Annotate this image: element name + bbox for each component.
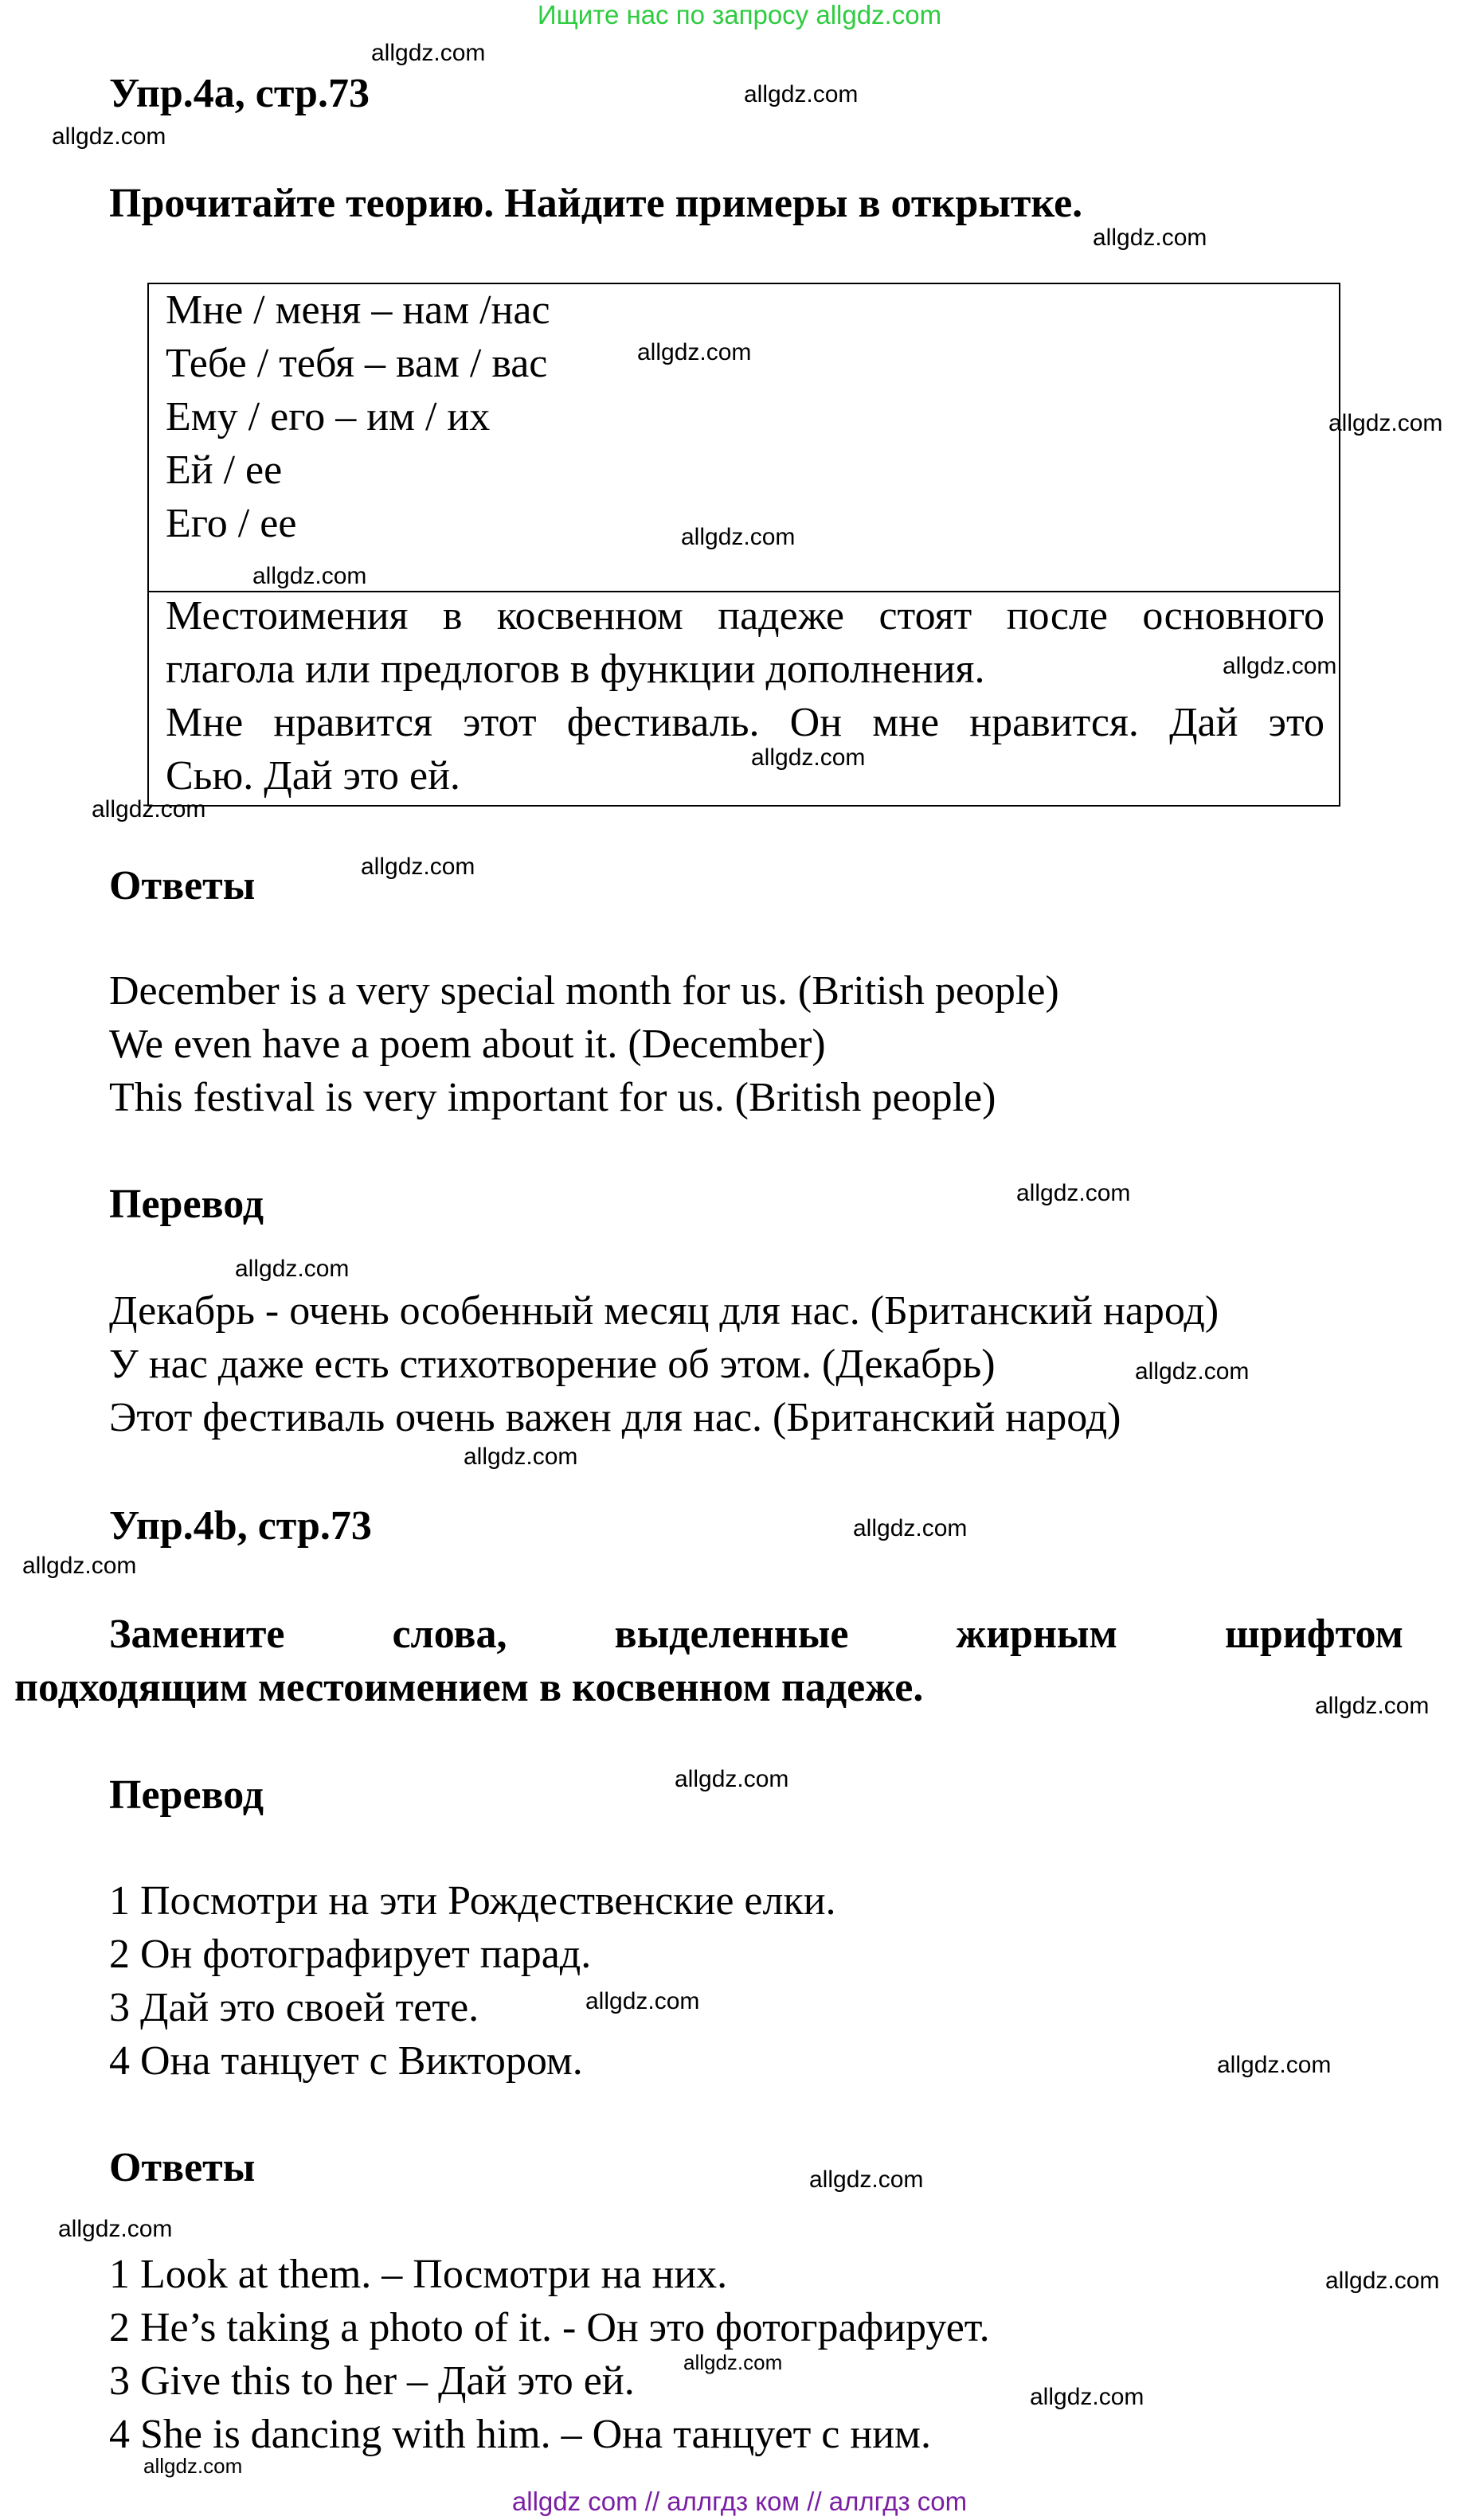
- watermark: allgdz.com: [744, 81, 859, 107]
- watermark: allgdz.com: [1328, 410, 1443, 436]
- watermark: allgdz.com: [1016, 1180, 1131, 1206]
- ex4b-translation-heading: Перевод: [109, 1772, 264, 1818]
- answer-line: 1 Look at them. – Посмотри на них.: [109, 2252, 728, 2297]
- watermark: allgdz.com: [681, 524, 796, 550]
- pronoun-line: Ему / его – им / их: [166, 394, 491, 440]
- watermark: allgdz.com: [252, 563, 367, 589]
- translation-line: 3 Дай это своей тете.: [109, 1985, 479, 2030]
- top-banner[interactable]: Ищите нас по запросу allgdz.com: [537, 0, 942, 29]
- pronoun-line: Тебе / тебя – вам / вас: [166, 341, 548, 386]
- watermark: allgdz.com: [1030, 2384, 1144, 2410]
- translation-line: Этот фестиваль очень важен для нас. (Британский народ): [109, 1395, 1121, 1440]
- task-word: слова,: [392, 1612, 507, 1657]
- watermark: allgdz.com: [371, 40, 486, 66]
- task-word: жирным: [956, 1612, 1117, 1657]
- ex4b-task-line1: [109, 1611, 1403, 1658]
- watermark: allgdz.com: [637, 339, 752, 365]
- pronoun-line: Ей / ее: [166, 447, 283, 493]
- watermark: allgdz.com: [683, 2350, 783, 2374]
- rule-line: Сью. Дай это ей.: [166, 753, 460, 799]
- task-word: Замените: [109, 1612, 285, 1657]
- watermark: allgdz.com: [751, 744, 866, 771]
- translation-line: Декабрь - очень особенный месяц для нас. (Британский народ): [109, 1288, 1219, 1334]
- pronoun-line: Мне / меня – нам /нас: [166, 287, 550, 333]
- ex4a-title: Упр.4a, стр.73: [109, 71, 370, 116]
- answer-line: We even have a poem about it. (December): [109, 1022, 826, 1067]
- watermark: allgdz.com: [22, 1553, 137, 1579]
- watermark: allgdz.com: [585, 1988, 700, 2014]
- ex4b-title: Упр.4b, стр.73: [109, 1503, 372, 1549]
- answer-line: 2 He’s taking a photo of it. - Он это фотографирует.: [109, 2305, 990, 2350]
- watermark: allgdz.com: [58, 2216, 173, 2242]
- watermark: allgdz.com: [675, 1766, 789, 1792]
- ex4a-translation-heading: Перевод: [109, 1182, 264, 1227]
- watermark: allgdz.com: [853, 1515, 968, 1541]
- answer-line: 3 Give this to her – Дай это ей.: [109, 2358, 635, 2404]
- answer-line: December is a very special month for us. (British people): [109, 968, 1059, 1014]
- watermark: allgdz.com: [143, 2454, 243, 2478]
- answer-line: 4 She is dancing with him. – Она танцует с ним.: [109, 2412, 931, 2457]
- ex4a-answers-heading: Ответы: [109, 863, 256, 908]
- watermark: allgdz.com: [92, 796, 206, 822]
- translation-line: У нас даже есть стихотворение об этом. (Декабрь): [109, 1342, 996, 1387]
- rule-line: Местоимения в косвенном падеже стоят после основного: [166, 593, 1324, 639]
- translation-line: 2 Он фотографирует парад.: [109, 1932, 592, 1977]
- task-word: выделенные: [614, 1612, 849, 1657]
- watermark: allgdz.com: [1135, 1358, 1250, 1385]
- translation-line: 4 Она танцует с Виктором.: [109, 2038, 583, 2084]
- ex4b-answers-heading: Ответы: [109, 2145, 256, 2190]
- watermark: allgdz.com: [52, 123, 166, 150]
- watermark: allgdz.com: [1093, 225, 1207, 251]
- task-word: шрифтом: [1224, 1612, 1403, 1657]
- watermark: allgdz.com: [464, 1444, 578, 1470]
- rule-line: Мне нравится этот фестиваль. Он мне нравится. Дай это: [166, 700, 1324, 745]
- footer-links[interactable]: allgdz com // аллгдз ком // аллгдз com: [511, 2487, 968, 2516]
- watermark: allgdz.com: [235, 1256, 350, 1282]
- watermark: allgdz.com: [361, 854, 475, 880]
- watermark: allgdz.com: [809, 2166, 924, 2193]
- ex4b-task-line2: подходящим местоимением в косвенном падеже.: [14, 1665, 924, 1710]
- pronoun-line: Его / ее: [166, 501, 297, 546]
- translation-line: 1 Посмотри на эти Рождественские елки.: [109, 1878, 836, 1924]
- watermark: allgdz.com: [1217, 2052, 1332, 2078]
- watermark: allgdz.com: [1325, 2268, 1440, 2294]
- rule-line: глагола или предлогов в функции дополнения.: [166, 647, 985, 692]
- ex4a-task: Прочитайте теорию. Найдите примеры в открытке.: [109, 181, 1083, 226]
- answer-line: This festival is very important for us. (British people): [109, 1075, 996, 1120]
- watermark: allgdz.com: [1223, 653, 1337, 679]
- watermark: allgdz.com: [1315, 1693, 1430, 1719]
